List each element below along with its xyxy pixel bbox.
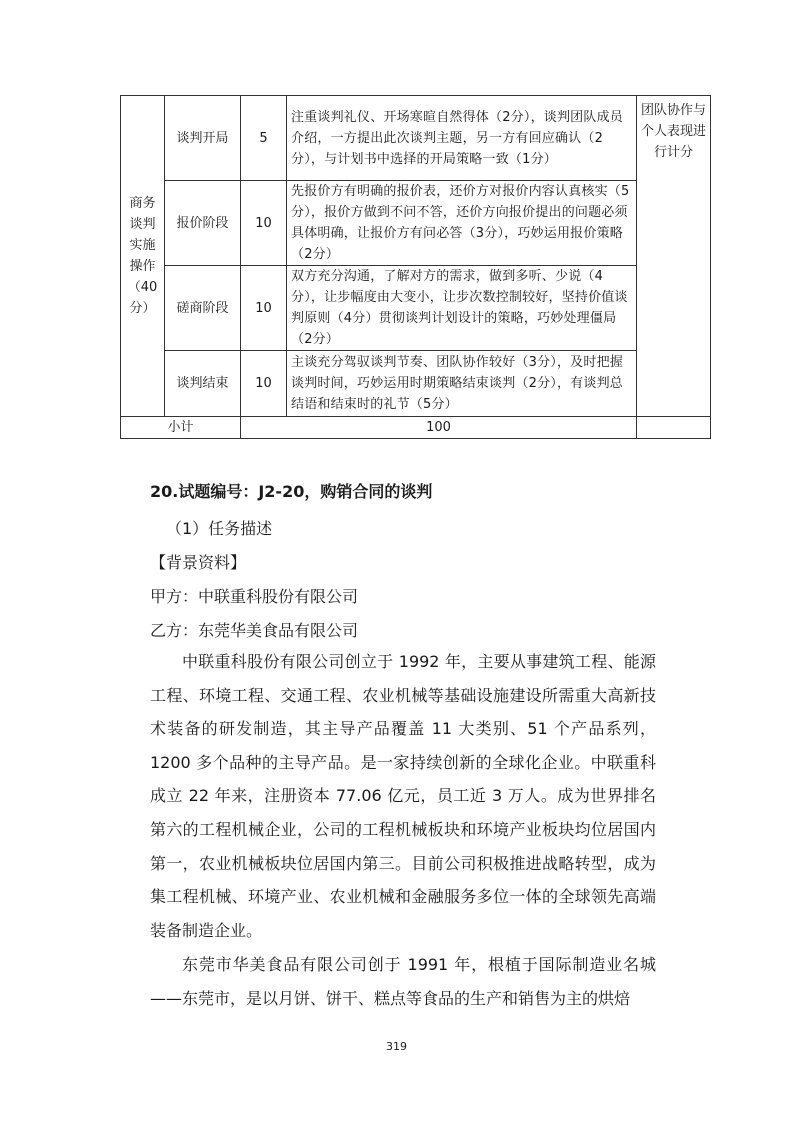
stage-cell: 谈判开局 [165, 96, 241, 181]
criteria-cell: 注重谈判礼仪、开场寒暄自然得体（2分），谈判团队成员介绍，一方提出此次谈判主题，另一方有回应确认（2分），与计划书中选择的开局策略一致（1分） [287, 96, 637, 181]
score-cell: 10 [241, 181, 287, 266]
background-label: 【背景资料】 [150, 553, 247, 572]
company-b-paragraph: 东莞市华美食品有限公司创于 1991 年，根植于国际制造业名城——东莞市，是以月饼、饼干、糕点等食品的生产和销售为主的烘焙 [150, 955, 656, 1008]
party-b: 乙方：东莞华美食品有限公司 [150, 621, 359, 640]
task-description-label: （1）任务描述 [166, 519, 273, 538]
score-cell: 10 [241, 351, 287, 417]
table-row [121, 96, 711, 181]
stage-cell: 报价阶段 [165, 181, 241, 266]
question-heading: 20.试题编号：J2-20，购销合同的谈判 [150, 482, 433, 501]
criteria-cell: 双方充分沟通，了解对方的需求，做到多听、少说（4分），让步幅度由大变小，让步次数控制较好，坚持价值谈判原则（4分）贯彻谈判计划设计的策略，巧妙处理僵局（2分） [287, 266, 637, 351]
score-cell: 5 [241, 96, 287, 181]
party-a: 甲方：中联重科股份有限公司 [150, 587, 359, 606]
score-cell: 10 [241, 266, 287, 351]
subtotal-value: 100 [241, 417, 637, 439]
page-number: 319 [386, 1040, 407, 1053]
scoring-table [120, 95, 711, 439]
table-row [121, 266, 711, 351]
subtotal-empty-cell [637, 417, 711, 439]
stage-cell: 磋商阶段 [165, 266, 241, 351]
table-row [121, 351, 711, 417]
company-a-paragraph: 中联重科股份有限公司创立于 1992 年，主要从事建筑工程、能源工程、环境工程、交通工程、农业机械等基础设施建设所需重大高新技术装备的研发制造，其主导产品覆盖 11 大类别、51 个产品系列，1200 多个品种的主导产品。是一家持续创新的全球化企业。中联重科成立 22 年来，注册资本 77.06 亿元，员工近 3 万人。成为世界排名第六的工程机械企业，公司的工程机械板块和环境产业板块均位居国内第一，农业机械板块位居国内第三。目前公司积极推进战略转型，成为集工程机械、环境产业、农业机械和金融服务多位一体的全球领先高端装备制造企业。 [150, 652, 656, 940]
category-cell: 商务谈判实施操作（40分） [121, 96, 165, 417]
stage-cell: 谈判结束 [165, 351, 241, 417]
remark-cell: 团队协作与个人表现进行计分 [637, 96, 711, 417]
criteria-cell: 先报价方有明确的报价表，还价方对报价内容认真核实（5分），报价方做到不问不答，还价方向报价提出的问题必须具体明确，让报价方有问必答（3分），巧妙运用报价策略（2分） [287, 181, 637, 266]
subtotal-row [121, 417, 711, 439]
criteria-cell: 主谈充分驾驭谈判节奏、团队协作较好（3分），及时把握谈判时间，巧妙运用时期策略结束谈判（2分），有谈判总结语和结束时的礼节（5分） [287, 351, 637, 417]
subtotal-label: 小计 [121, 417, 241, 439]
table-row [121, 181, 711, 266]
